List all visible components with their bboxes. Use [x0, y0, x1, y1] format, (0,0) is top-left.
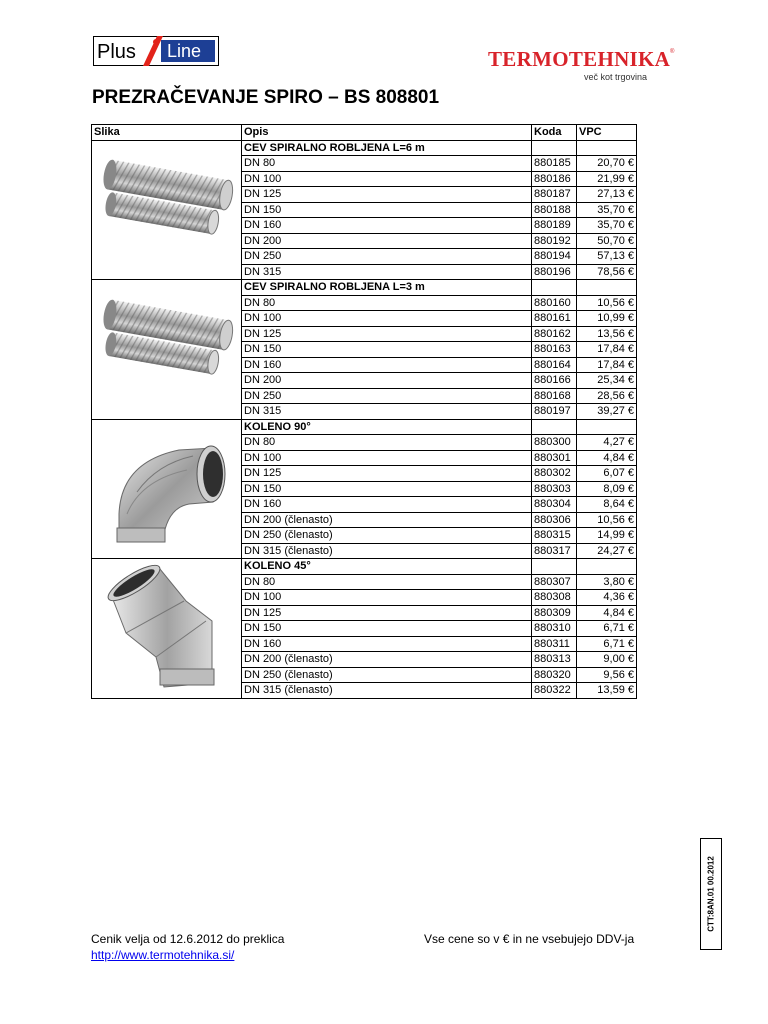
vpc-cell: 8,64 € — [577, 497, 637, 513]
vpc-cell: 14,99 € — [577, 528, 637, 544]
vpc-cell: 10,99 € — [577, 311, 637, 327]
plusline-logo-text-1: Plus — [97, 41, 136, 63]
vpc-cell: 21,99 € — [577, 171, 637, 187]
opis-cell: DN 160 — [242, 636, 532, 652]
group-empty-koda — [532, 559, 577, 575]
vpc-cell: 4,84 € — [577, 450, 637, 466]
vpc-cell: 8,09 € — [577, 481, 637, 497]
header-koda: Koda — [532, 125, 577, 141]
vpc-cell: 20,70 € — [577, 156, 637, 172]
opis-cell: DN 315 (členasto) — [242, 543, 532, 559]
koda-cell: 880161 — [532, 311, 577, 327]
vpc-cell: 25,34 € — [577, 373, 637, 389]
opis-cell: DN 100 — [242, 171, 532, 187]
vpc-cell: 57,13 € — [577, 249, 637, 265]
opis-cell: DN 150 — [242, 621, 532, 637]
plusline-logo-text-2: Line — [167, 41, 202, 61]
vpc-cell: 10,56 € — [577, 512, 637, 528]
product-image-cell — [92, 140, 242, 280]
website-link[interactable]: http://www.termotehnika.si/ — [91, 948, 235, 962]
koda-cell: 880185 — [532, 156, 577, 172]
page-title: PREZRAČEVANJE SPIRO – BS 808801 — [92, 87, 440, 108]
vpc-cell: 6,71 € — [577, 636, 637, 652]
vpc-cell: 9,56 € — [577, 667, 637, 683]
koda-cell: 880315 — [532, 528, 577, 544]
group-name: KOLENO 45° — [242, 559, 532, 575]
opis-cell: DN 250 (členasto) — [242, 667, 532, 683]
elbow-45-image — [94, 561, 242, 693]
spiral-duct-image — [97, 288, 237, 408]
koda-cell: 880168 — [532, 388, 577, 404]
group-header-row — [92, 559, 637, 575]
group-empty-vpc — [577, 280, 637, 296]
koda-cell: 880309 — [532, 605, 577, 621]
koda-cell: 880320 — [532, 667, 577, 683]
opis-cell: DN 80 — [242, 435, 532, 451]
opis-cell: DN 250 (členasto) — [242, 528, 532, 544]
vpc-cell: 17,84 € — [577, 342, 637, 358]
opis-cell: DN 200 — [242, 373, 532, 389]
koda-cell: 880302 — [532, 466, 577, 482]
vpc-cell: 4,27 € — [577, 435, 637, 451]
opis-cell: DN 160 — [242, 357, 532, 373]
opis-cell: DN 250 — [242, 388, 532, 404]
opis-cell: DN 100 — [242, 311, 532, 327]
termotehnika-logo-name: TERMOTEHNIKA — [488, 47, 671, 71]
koda-cell: 880188 — [532, 202, 577, 218]
koda-cell: 880304 — [532, 497, 577, 513]
termotehnika-logo-tagline: več kot trgovina — [584, 72, 648, 82]
group-empty-koda — [532, 140, 577, 156]
koda-cell: 880317 — [532, 543, 577, 559]
koda-cell: 880192 — [532, 233, 577, 249]
spiral-duct-image — [97, 148, 237, 268]
koda-cell: 880322 — [532, 683, 577, 699]
opis-cell: DN 315 — [242, 404, 532, 420]
opis-cell: DN 80 — [242, 156, 532, 172]
opis-cell: DN 160 — [242, 218, 532, 234]
opis-cell: DN 125 — [242, 466, 532, 482]
group-name: CEV SPIRALNO ROBLJENA L=6 m — [242, 140, 532, 156]
koda-cell: 880166 — [532, 373, 577, 389]
header-slika: Slika — [92, 125, 242, 141]
koda-cell: 880300 — [532, 435, 577, 451]
opis-cell: DN 150 — [242, 481, 532, 497]
koda-cell: 880301 — [532, 450, 577, 466]
vpc-cell: 13,56 € — [577, 326, 637, 342]
opis-cell: DN 80 — [242, 295, 532, 311]
vpc-cell: 78,56 € — [577, 264, 637, 280]
koda-cell: 880307 — [532, 574, 577, 590]
koda-cell: 880313 — [532, 652, 577, 668]
group-empty-koda — [532, 419, 577, 435]
vpc-cell: 50,70 € — [577, 233, 637, 249]
opis-cell: DN 100 — [242, 450, 532, 466]
opis-cell: DN 200 (členasto) — [242, 512, 532, 528]
table-header-row — [92, 125, 637, 141]
koda-cell: 880187 — [532, 187, 577, 203]
koda-cell: 880162 — [532, 326, 577, 342]
footer-validity: Cenik velja od 12.6.2012 do preklica — [91, 932, 285, 946]
koda-cell: 880310 — [532, 621, 577, 637]
opis-cell: DN 200 (členasto) — [242, 652, 532, 668]
termotehnika-logo-reg: ® — [670, 49, 675, 55]
elbow-90-image — [97, 422, 237, 552]
opis-cell: DN 125 — [242, 605, 532, 621]
group-header-row — [92, 140, 637, 156]
group-empty-koda — [532, 280, 577, 296]
koda-cell: 880306 — [532, 512, 577, 528]
side-code-box — [700, 838, 722, 950]
product-image-cell — [92, 419, 242, 559]
vpc-cell: 4,84 € — [577, 605, 637, 621]
group-name: CEV SPIRALNO ROBLJENA L=3 m — [242, 280, 532, 296]
vpc-cell: 27,13 € — [577, 187, 637, 203]
opis-cell: DN 315 — [242, 264, 532, 280]
opis-cell: DN 250 — [242, 249, 532, 265]
koda-cell: 880311 — [532, 636, 577, 652]
opis-cell: DN 125 — [242, 187, 532, 203]
vpc-cell: 28,56 € — [577, 388, 637, 404]
price-table — [91, 124, 637, 699]
koda-cell: 880164 — [532, 357, 577, 373]
header-opis: Opis — [242, 125, 532, 141]
group-header-row — [92, 419, 637, 435]
vpc-cell: 4,36 € — [577, 590, 637, 606]
koda-cell: 880197 — [532, 404, 577, 420]
koda-cell: 880160 — [532, 295, 577, 311]
koda-cell: 880303 — [532, 481, 577, 497]
koda-cell: 880308 — [532, 590, 577, 606]
table-body — [92, 140, 637, 698]
vpc-cell: 10,56 € — [577, 295, 637, 311]
group-name: KOLENO 90° — [242, 419, 532, 435]
vpc-cell: 3,80 € — [577, 574, 637, 590]
side-code-text: CTT:8AN.01 00.2012 — [706, 856, 716, 932]
vpc-cell: 35,70 € — [577, 202, 637, 218]
group-empty-vpc — [577, 140, 637, 156]
vpc-cell: 6,71 € — [577, 621, 637, 637]
group-empty-vpc — [577, 559, 637, 575]
koda-cell: 880194 — [532, 249, 577, 265]
koda-cell: 880196 — [532, 264, 577, 280]
plusline-logo — [93, 36, 219, 66]
opis-cell: DN 150 — [242, 202, 532, 218]
group-header-row — [92, 280, 637, 296]
vpc-cell: 24,27 € — [577, 543, 637, 559]
koda-cell: 880186 — [532, 171, 577, 187]
koda-cell: 880163 — [532, 342, 577, 358]
product-image-cell — [92, 559, 242, 699]
vpc-cell: 17,84 € — [577, 357, 637, 373]
opis-cell: DN 150 — [242, 342, 532, 358]
header-vpc: VPC — [577, 125, 637, 141]
opis-cell: DN 160 — [242, 497, 532, 513]
vpc-cell: 9,00 € — [577, 652, 637, 668]
vpc-cell: 13,59 € — [577, 683, 637, 699]
termotehnika-logo — [488, 47, 678, 87]
opis-cell: DN 200 — [242, 233, 532, 249]
product-image-cell — [92, 280, 242, 420]
footer-vat-note: Vse cene so v € in ne vsebujejo DDV-ja — [424, 932, 635, 946]
vpc-cell: 35,70 € — [577, 218, 637, 234]
opis-cell: DN 100 — [242, 590, 532, 606]
opis-cell: DN 315 (členasto) — [242, 683, 532, 699]
group-empty-vpc — [577, 419, 637, 435]
opis-cell: DN 80 — [242, 574, 532, 590]
vpc-cell: 6,07 € — [577, 466, 637, 482]
koda-cell: 880189 — [532, 218, 577, 234]
vpc-cell: 39,27 € — [577, 404, 637, 420]
opis-cell: DN 125 — [242, 326, 532, 342]
